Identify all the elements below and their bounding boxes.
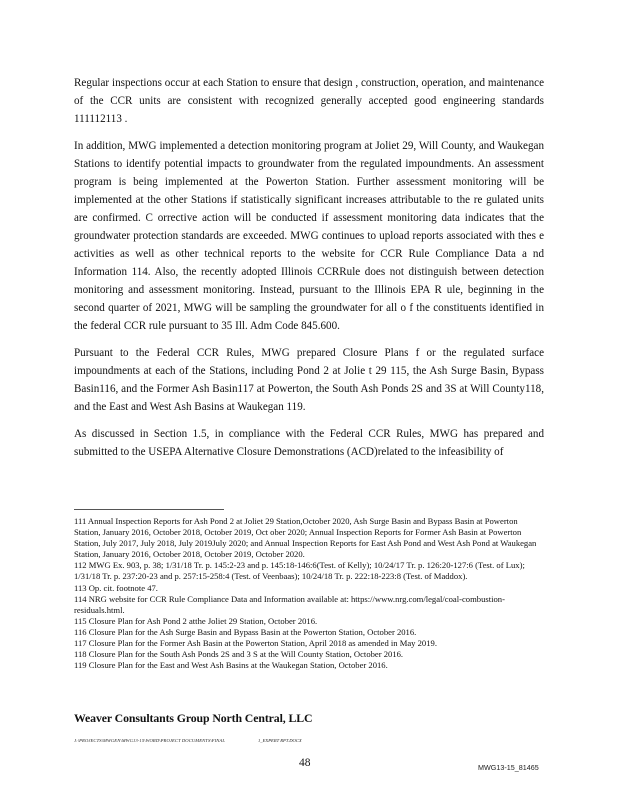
document-id: MWG13-15_81465 [478, 763, 539, 772]
body-text [74, 74, 544, 470]
footnote-separator [74, 509, 224, 510]
footnote-118: 118 Closure Plan for the South Ash Ponds 2S and 3 S at the Will County Station, October 2016. [74, 649, 404, 660]
footnote-112: 112 MWG Ex. 903, p. 38; 1/31/18 Tr. p. 145:2-23 and p. 145:18-146:6(Test. of Kelly); 10/24/17 Tr. p. 126:20-127:6 (Test. of Lux); 1/31/18 Tr. p. 237:20-23 and p. 257:15-258:4 (Test. of Veenbaas); 10/24/18 Tr. p. 222:18-223:8 (Test. of Maddox). [74, 560, 525, 582]
footnote-116: 116 Closure Plan for the Ash Surge Basin and Bypass Basin at the Powerton Station, October 2016. [74, 626, 417, 637]
paragraph-inspections: Regular inspections occur at each Station to ensure that design , construction, operation, and maintenance of the CCR units are consistent with recognized generally accepted good engineering standards 111112113 . [74, 77, 544, 125]
paragraph-closure-plans: Pursuant to the Federal CCR Rules, MWG prepared Closure Plans f or the regulated surface impoundments at each of the Stations, including Pond 2 at Jolie t 29 115, the Ash Surge Basin, Bypass Basin116, and the Former Ash Basin117 at Powerton, the South Ash Ponds 2S and 3S at Will County118, and the East and West Ash Basins at Waukegan 119. [74, 347, 544, 413]
paragraph-acd: As discussed in Section 1.5, in compliance with the Federal CCR Rules, MWG has prepared and submitted to the USEPA Alternative Closure Demonstrations (ACD)related to the infeasibility of [74, 428, 544, 458]
footnotes [74, 516, 546, 671]
footnote-114: 114 NRG website for CCR Rule Compliance Data and Information available at: https://www.nrg.com/legal/coal-combustion-residuals.html. [74, 593, 505, 615]
footer-file-path: J:\PROJECTS\MWGEN\MWG13-15\WORD\PROJECT DOCUMENTS\FINAL [74, 738, 225, 743]
footer-file-name: 1_EXPERT RPT.DOCX [258, 738, 302, 743]
footnote-115: 115 Closure Plan for Ash Pond 2 atthe Joliet 29 Station, October 2016. [74, 615, 318, 626]
footnote-119: 119 Closure Plan for the East and West Ash Basins at the Waukegan Station, October 2016. [74, 660, 388, 671]
footer-company: Weaver Consultants Group North Central, LLC [74, 711, 313, 725]
paragraph-detection-monitoring: In addition, MWG implemented a detection monitoring program at Joliet 29, Will County, and Waukegan Stations to identify potential impacts to groundwater from the regulated impoundments. An assessment program is being implemented at the Powerton Station. Further assessment monitoring will be implemented at the other Stations if statistically significant increases attributable to the re gulated units are confirmed. C orrective action will be conducted if assessment monitoring data indicates that the groundwater protection standards are exceeded. MWG continues to upload reports associated with thes e activities as well as other technical reports to the website for CCR Rule Compliance Data a nd Information 114. Also, the recently adopted Illinois CCRRule does not distinguish between detection monitoring and assessment monitoring. Instead, pursuant to the Illinois EPA R ule, beginning in the second quarter of 2021, MWG will be sampling the groundwater for all o f the constituents identified in the federal CCR rule pursuant to 35 Ill. Adm Code 845.600. [74, 140, 544, 332]
footnote-113: 113 Op. cit. footnote 47. [74, 582, 158, 593]
page-number: 48 [299, 757, 311, 769]
footnote-117: 117 Closure Plan for the Former Ash Basin at the Powerton Station, April 2018 as amended in May 2019. [74, 638, 437, 649]
footnote-111: 111 Annual Inspection Reports for Ash Pond 2 at Joliet 29 Station,October 2020, Ash Surge Basin and Bypass Basin at Powerton Station, January 2016, October 2018, October 2019, Oct ober 2020; Annual Inspection Reports for Former Ash Basin at Powerton Station, July 2017, July 2018, July 2019July 2020; and Annual Inspection Reports for East Ash Pond and West Ash Pond at Waukegan Station, January 2016, October 2018, October 2019, October 2020. [74, 516, 537, 560]
